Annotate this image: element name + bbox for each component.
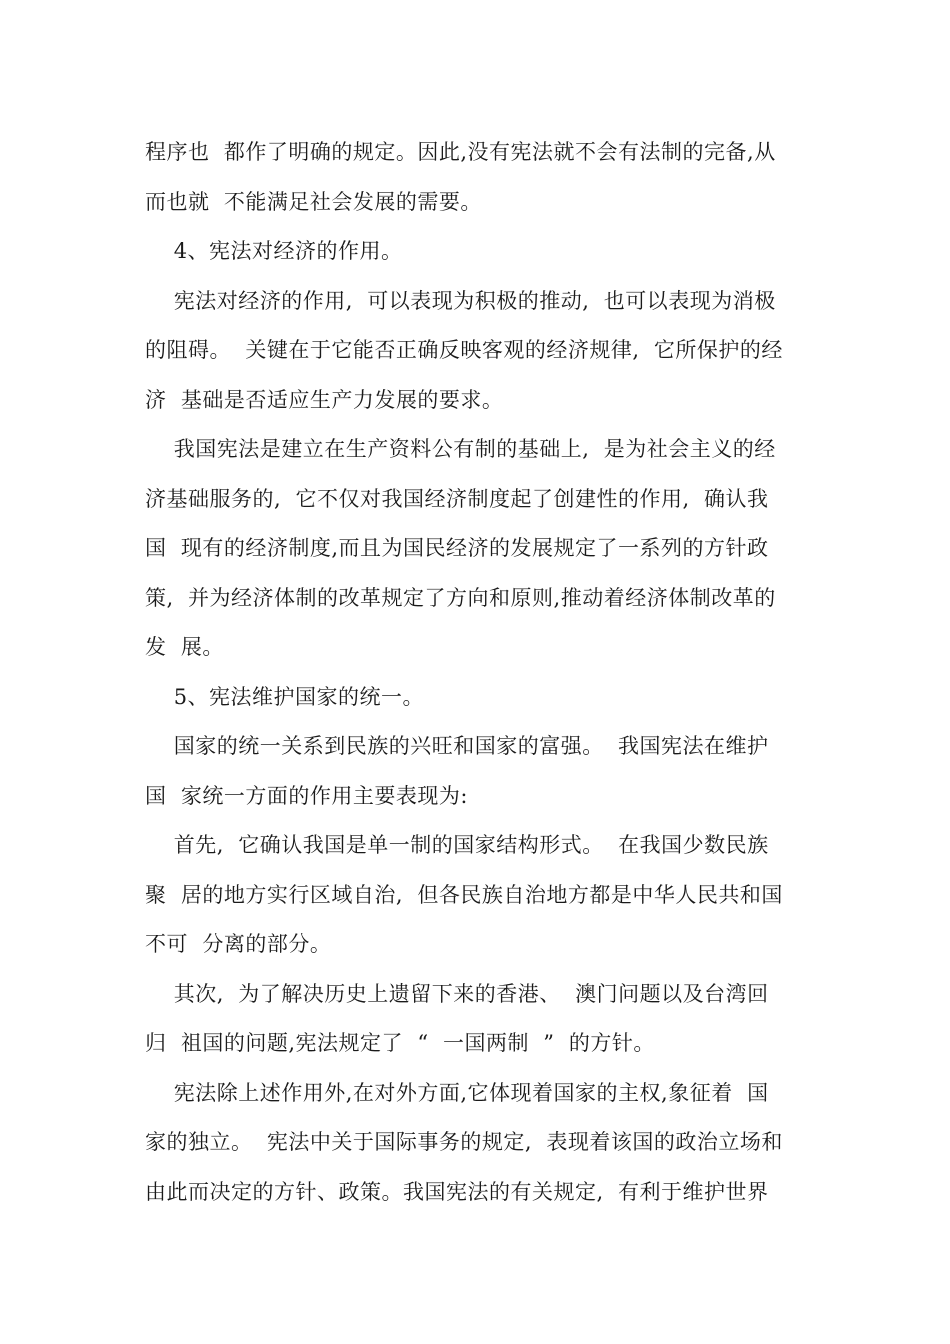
text-line: 宪法对经济的作用, 可以表现为积极的推动, 也可以表现为消极 <box>145 288 776 313</box>
body-text <box>145 128 810 1217</box>
text-line: 发 展。 <box>145 635 224 659</box>
text-line: 归 祖国的问题,宪法规定了 “ 一国两制 ” 的方针。 <box>145 1031 655 1055</box>
text-line: 济 基础是否适应生产力发展的要求。 <box>145 387 504 412</box>
text-line: 其次, 为了解决历史上遗留下来的香港、 澳门问题以及台湾回 <box>145 981 769 1006</box>
text-line: 国 现有的经济制度,而且为国民经济的发展规定了一系列的方针政 <box>145 536 769 560</box>
text-line: 国家的统一关系到民族的兴旺和国家的富强。 我国宪法在维护 <box>145 734 769 758</box>
text-line: 首先, 它确认我国是单一制的国家结构形式。 在我国少数民族 <box>145 833 769 857</box>
text-line: 策, 并为经济体制的改革规定了方向和原则,推动着经济体制改革的 <box>145 585 776 610</box>
text-line: 不可 分离的部分。 <box>145 932 332 956</box>
text-line: 宪法除上述作用外,在对外方面,它体现着国家的主权,象征着 国 <box>145 1080 769 1105</box>
section-heading: 4、宪法对经济的作用。 <box>145 239 403 263</box>
text-line: 聚 居的地方实行区域自治, 但各民族自治地方都是中华人民共和国 <box>145 882 783 907</box>
text-line: 家的独立。 宪法中关于国际事务的规定, 表现着该国的政治立场和 <box>145 1130 783 1154</box>
section-heading: 5、宪法维护国家的统一。 <box>145 684 425 709</box>
text-line: 由此而决定的方针、政策。我国宪法的有关规定, 有利于维护世界 <box>145 1179 769 1204</box>
text-line: 程序也 都作了明确的规定。因此,没有宪法就不会有法制的完备,从 <box>145 140 776 164</box>
text-line: 的阻碍。 关键在于它能否正确反映客观的经济规律, 它所保护的经 <box>145 338 783 362</box>
text-line: 我国宪法是建立在生产资料公有制的基础上, 是为社会主义的经 <box>145 437 776 461</box>
text-line: 而也就 不能满足社会发展的需要。 <box>145 189 482 214</box>
text-line: 济基础服务的, 它不仅对我国经济制度起了创建性的作用, 确认我 <box>145 486 769 511</box>
text-line: 国 家统一方面的作用主要表现为: <box>145 783 468 808</box>
